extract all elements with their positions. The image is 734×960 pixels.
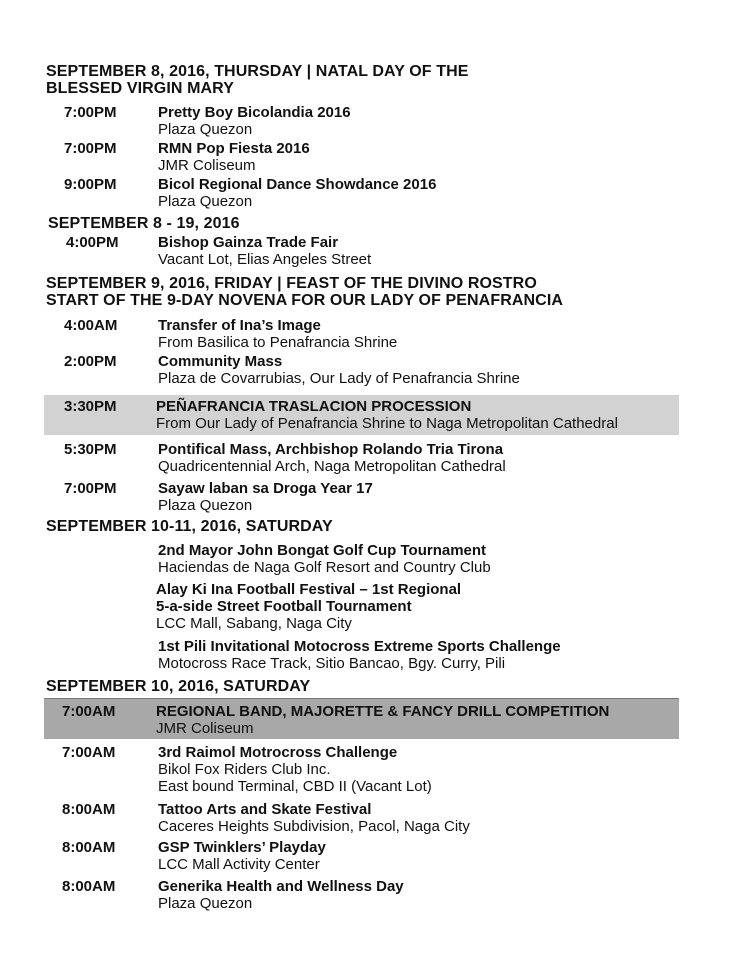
event-title-line-2: 5-a-side Street Football Tournament — [156, 598, 412, 615]
event-time: 8:00AM — [62, 801, 116, 818]
event-title: Tattoo Arts and Skate Festival — [158, 801, 372, 818]
event-venue: From Basilica to Penafrancia Shrine — [158, 334, 398, 351]
event-venue: Plaza Quezon — [158, 193, 253, 210]
section-heading: SEPTEMBER 8, 2016, THURSDAY | NATAL DAY OF THE BLESSED VIRGIN MARY — [46, 63, 469, 97]
event-venue: LCC Mall, Sabang, Naga City — [156, 615, 352, 632]
event-title: REGIONAL BAND, MAJORETTE & FANCY DRILL COMPETITION — [156, 703, 610, 720]
event-time: 7:00AM — [62, 744, 116, 761]
event-time: 7:00PM — [64, 480, 117, 497]
event-title: Bicol Regional Dance Showdance 2016 — [158, 176, 437, 193]
event-venue: Bikol Fox Riders Club Inc. — [158, 761, 331, 778]
event-venue-line-2: East bound Terminal, CBD II (Vacant Lot) — [158, 778, 432, 795]
divider — [44, 698, 679, 699]
event-title: 1st Pili Invitational Motocross Extreme Sports Challenge — [158, 638, 561, 655]
event-time: 3:30PM — [64, 398, 117, 415]
event-venue: From Our Lady of Penafrancia Shrine to Naga Metropolitan Cathedral — [156, 415, 618, 432]
event-time: 7:00AM — [62, 703, 116, 720]
section-heading: SEPTEMBER 8 - 19, 2016 — [48, 215, 240, 232]
event-venue: Plaza Quezon — [158, 895, 253, 912]
section-heading: SEPTEMBER 9, 2016, FRIDAY | FEAST OF THE DIVINO ROSTRO START OF THE 9-DAY NOVENA FOR OUR LADY OF PENAFRANCIA — [46, 275, 564, 309]
event-venue: Caceres Heights Subdivision, Pacol, Naga City — [158, 818, 470, 835]
section-heading: SEPTEMBER 10-11, 2016, SATURDAY — [46, 518, 333, 535]
event-venue: Plaza Quezon — [158, 497, 253, 514]
event-title: Generika Health and Wellness Day — [158, 878, 404, 895]
event-venue: Plaza de Covarrubias, Our Lady of Penafrancia Shrine — [158, 370, 520, 387]
event-venue: JMR Coliseum — [158, 157, 256, 174]
event-title: Pontifical Mass, Archbishop Rolando Tria Tirona — [158, 441, 504, 458]
event-title: Bishop Gainza Trade Fair — [158, 234, 339, 251]
event-title: 3rd Raimol Motrocross Challenge — [158, 744, 398, 761]
event-title: Sayaw laban sa Droga Year 17 — [158, 480, 373, 497]
event-time: 7:00PM — [64, 140, 117, 157]
event-venue: Vacant Lot, Elias Angeles Street — [158, 251, 372, 268]
event-title: Pretty Boy Bicolandia 2016 — [158, 104, 351, 121]
event-title: RMN Pop Fiesta 2016 — [158, 140, 310, 157]
event-venue: Haciendas de Naga Golf Resort and Country Club — [158, 559, 491, 576]
event-title: Community Mass — [158, 353, 283, 370]
event-title: Transfer of Ina’s Image — [158, 317, 321, 334]
event-title: Alay Ki Ina Football Festival – 1st Regional — [156, 581, 462, 598]
event-venue: LCC Mall Activity Center — [158, 856, 320, 873]
event-time: 7:00PM — [64, 104, 117, 121]
event-title: 2nd Mayor John Bongat Golf Cup Tournament — [158, 542, 487, 559]
event-title: PEÑAFRANCIA TRASLACION PROCESSION — [156, 398, 472, 415]
event-venue: Plaza Quezon — [158, 121, 253, 138]
event-time: 2:00PM — [64, 353, 117, 370]
section-heading: SEPTEMBER 10, 2016, SATURDAY — [46, 678, 311, 695]
event-time: 5:30PM — [64, 441, 117, 458]
event-venue: Motocross Race Track, Sitio Bancao, Bgy. Curry, Pili — [158, 655, 506, 672]
event-time: 4:00AM — [64, 317, 118, 334]
event-time: 8:00AM — [62, 878, 116, 895]
event-venue: JMR Coliseum — [156, 720, 254, 737]
event-time: 4:00PM — [66, 234, 119, 251]
event-venue: Quadricentennial Arch, Naga Metropolitan Cathedral — [158, 458, 506, 475]
event-time: 8:00AM — [62, 839, 116, 856]
event-time: 9:00PM — [64, 176, 117, 193]
event-title: GSP Twinklers’ Playday — [158, 839, 326, 856]
